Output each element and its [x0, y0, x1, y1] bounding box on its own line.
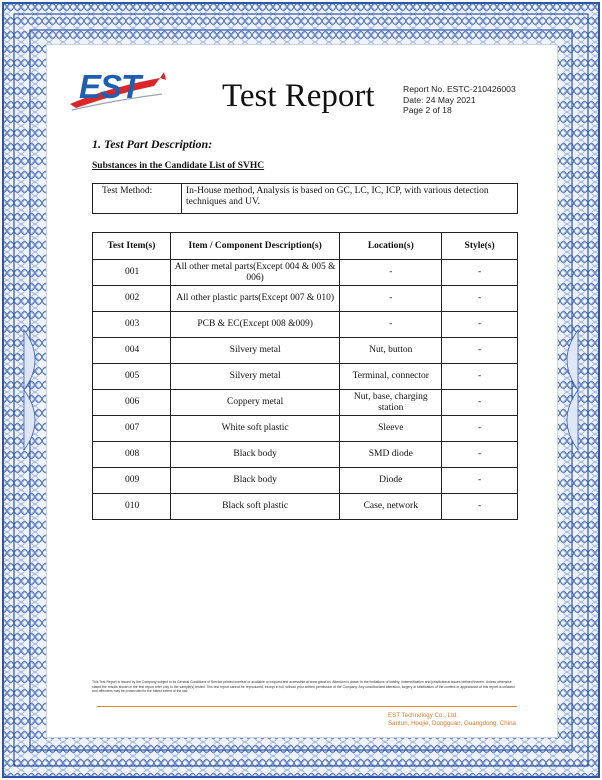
cell-description: PCB & EC(Except 008 &009): [170, 312, 340, 338]
test-method-label: Test Method:: [93, 184, 182, 214]
test-method-text: In-House method, Analysis is based on GC, LC, IC, ICP, with various detection techniques and UV.: [182, 184, 518, 214]
test-method-table: [92, 183, 518, 214]
footer-company: EST Technology Co., Ltd.: [388, 712, 458, 719]
table-row: [93, 260, 518, 286]
footer-divider: [97, 706, 517, 707]
cell-location: Nut, base, charging station: [340, 390, 442, 416]
cell-style: -: [442, 260, 518, 286]
cell-location: -: [340, 312, 442, 338]
logo-wordmark: EST: [79, 68, 141, 105]
cell-description: Black soft plastic: [170, 494, 340, 520]
cell-location: Terminal, connector: [340, 364, 442, 390]
cell-test-item: 009: [93, 468, 171, 494]
table-row: [93, 442, 518, 468]
table-row: [93, 364, 518, 390]
cell-test-item: 004: [93, 338, 171, 364]
cell-test-item: 003: [93, 312, 171, 338]
footer-address-block: [388, 712, 516, 728]
footer-address: Santun, Houjie, Dongguan, Guangdong, China: [388, 720, 516, 727]
cell-style: -: [442, 312, 518, 338]
cell-location: Case, network: [340, 494, 442, 520]
col-header-test-item: Test Item(s): [93, 233, 171, 260]
cell-description: White soft plastic: [170, 416, 340, 442]
cell-style: -: [442, 416, 518, 442]
cell-style: -: [442, 286, 518, 312]
cell-location: -: [340, 286, 442, 312]
cell-test-item: 008: [93, 442, 171, 468]
cell-location: Diode: [340, 468, 442, 494]
cell-style: -: [442, 442, 518, 468]
cell-test-item: 006: [93, 390, 171, 416]
report-meta: [403, 84, 516, 116]
table-row: [93, 338, 518, 364]
cell-description: All other metal parts(Except 004 & 005 & 006): [170, 260, 340, 286]
cell-style: -: [442, 494, 518, 520]
cell-description: Silvery metal: [170, 364, 340, 390]
cell-location: -: [340, 260, 442, 286]
table-row: [93, 390, 518, 416]
section-heading: 1. Test Part Description:: [92, 137, 213, 151]
report-date: Date: 24 May 2021: [403, 94, 476, 105]
cell-style: -: [442, 338, 518, 364]
cell-description: All other plastic parts(Except 007 & 010): [170, 286, 340, 312]
report-title: Test Report: [222, 78, 375, 114]
cell-style: -: [442, 390, 518, 416]
cell-test-item: 005: [93, 364, 171, 390]
table-header-row: [93, 233, 518, 260]
col-header-style: Style(s): [442, 233, 518, 260]
cell-test-item: 010: [93, 494, 171, 520]
cell-description: Black body: [170, 442, 340, 468]
table-row: [93, 468, 518, 494]
cell-test-item: 001: [93, 260, 171, 286]
cell-test-item: 007: [93, 416, 171, 442]
cell-style: -: [442, 364, 518, 390]
cell-style: -: [442, 468, 518, 494]
test-method-row: [93, 184, 518, 214]
test-items-table: [92, 232, 518, 520]
col-header-description: Item / Component Description(s): [170, 233, 340, 260]
cell-description: Coppery metal: [170, 390, 340, 416]
legal-disclaimer: This Test Report is issued by the Company subject to its General Conditions of Service printed overleaf or available on request and accessible at www.gdcst.cn. Attention is drawn to the limitations of liability, indemnification and jurisdictional issues defined therein. Unless otherwise stated the results shown in the test report refer only to the sample(s) tested. This test report cannot be reproduced, except in full, without prior written permission of the Company. Any unauthorized alteration, forgery or falsification of the content or appearance of this report is unlawful and offenders may be prosecuted to the fullest extent of the law.: [92, 680, 515, 694]
table-row: [93, 286, 518, 312]
report-number: Report No. ESTC-210426003: [403, 84, 516, 94]
section-subheading: Substances in the Candidate List of SVHC: [92, 161, 265, 171]
table-row: [93, 312, 518, 338]
col-header-location: Location(s): [340, 233, 442, 260]
cell-location: Nut, button: [340, 338, 442, 364]
page-number: Page 2 of 18: [403, 105, 452, 116]
cell-description: Silvery metal: [170, 338, 340, 364]
table-row: [93, 494, 518, 520]
cell-location: Sleeve: [340, 416, 442, 442]
cell-test-item: 002: [93, 286, 171, 312]
table-row: [93, 416, 518, 442]
cell-location: SMD diode: [340, 442, 442, 468]
cell-description: Black body: [170, 468, 340, 494]
